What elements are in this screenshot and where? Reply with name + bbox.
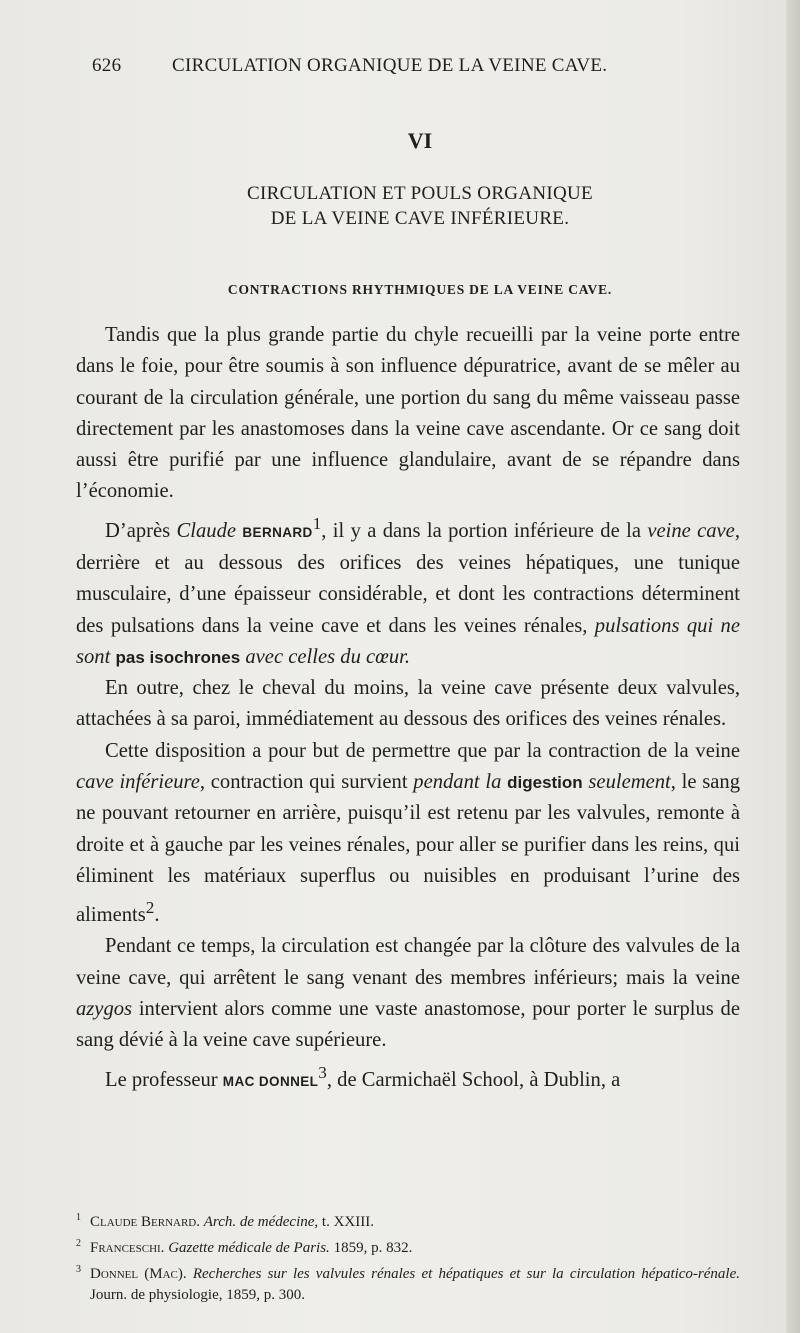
body-text [76, 320, 740, 1097]
footnote-ref: 3 [318, 1062, 327, 1082]
footnote-ref: 1 [312, 513, 322, 533]
footnote-3: 3 Donnel (Mac). Recherches sur les valvules rénales et hépatiques et sur la circulation hépatico-rénale. Journ. de physiologie, 1859, p. 300. [76, 1264, 740, 1303]
paragraph-1: Tandis que la plus grande partie du chyle recueilli par la veine porte entre dans le foie, pour être soumis à son influence dépuratrice, avant de se mêler au courant de la circulation générale, une portion du sang du même vaisseau passe directement par les anastomoses dans la veine cave ascendante. Or ce sang doit aussi être purifié par une influence glandulaire, avant de se répandre dans l’économie. [76, 324, 740, 503]
paragraph-4: Cette disposition a pour but de permettre que par la contraction de la veine cave inférieure, contraction qui survient pendant la digestion seulement, le sang ne pouvant retourner en arrière, puisqu’il est retenu par les valvules, remonte à droite et à gauche par les veines rénales, pour aller se purifier dans les reins, qui éliminent les matériaux superflus ou nuisibles en produisant l’urine des aliments$^2$. [76, 739, 741, 927]
section-heading-line-1: CIRCULATION ET POULS ORGANIQUE [247, 183, 593, 204]
section-number: VI [407, 128, 433, 153]
footnote-2: 2 Franceschi. Gazette médicale de Paris. 1859, p. 832. [76, 1238, 413, 1256]
page-number: 626 [92, 55, 122, 76]
section-heading-line-2: DE LA VEINE CAVE INFÉRIEURE. [270, 208, 570, 229]
paragraph-6: Le professeur MAC DONNEL$^3$, de Carmichaël School, à Dublin, a [105, 1062, 621, 1091]
paragraph-2: D’après Claude BERNARD$^1$, il y a dans la portion inférieure de la veine cave, derrière et au dessous des orifices des veines hépatiques, une tunique musculaire, d’une épaisseur considérable, et dont les contractions déterminent des pulsations dans la veine cave et dans les veines rénales, pulsations qui ne sont pas isochrones avec celles du cœur. [76, 513, 740, 668]
running-head [92, 55, 732, 85]
subsection-heading: CONTRACTIONS RHYTHMIQUES DE LA VEINE CAVE. [227, 282, 613, 297]
author-name: MAC DONNEL [222, 1073, 319, 1089]
paragraph-5: Pendant ce temps, la circulation est changée par la clôture des valvules de la veine cave, qui arrêtent le sang venant des membres inférieurs; mais la veine azygos intervient alors comme une vaste anastomose, pour porter le surplus de sang dévié à la veine cave supérieure. [76, 935, 740, 1052]
footnote-1: 1 Claude Bernard. Arch. de médecine, t. XXIII. [76, 1212, 374, 1230]
footnote-ref: 2 [145, 898, 155, 918]
paragraph-3: En outre, chez le cheval du moins, la veine cave présente deux valvules, attachées à sa paroi, immédiatement au dessous des orifices des veines rénales. [76, 677, 740, 731]
emphasis-bold: digestion [507, 773, 583, 793]
running-title: CIRCULATION ORGANIQUE DE LA VEINE CAVE. [172, 55, 608, 76]
author-name: BERNARD [242, 524, 313, 540]
emphasis-bold: pas isochrones [115, 647, 241, 667]
footnotes [76, 1207, 740, 1306]
